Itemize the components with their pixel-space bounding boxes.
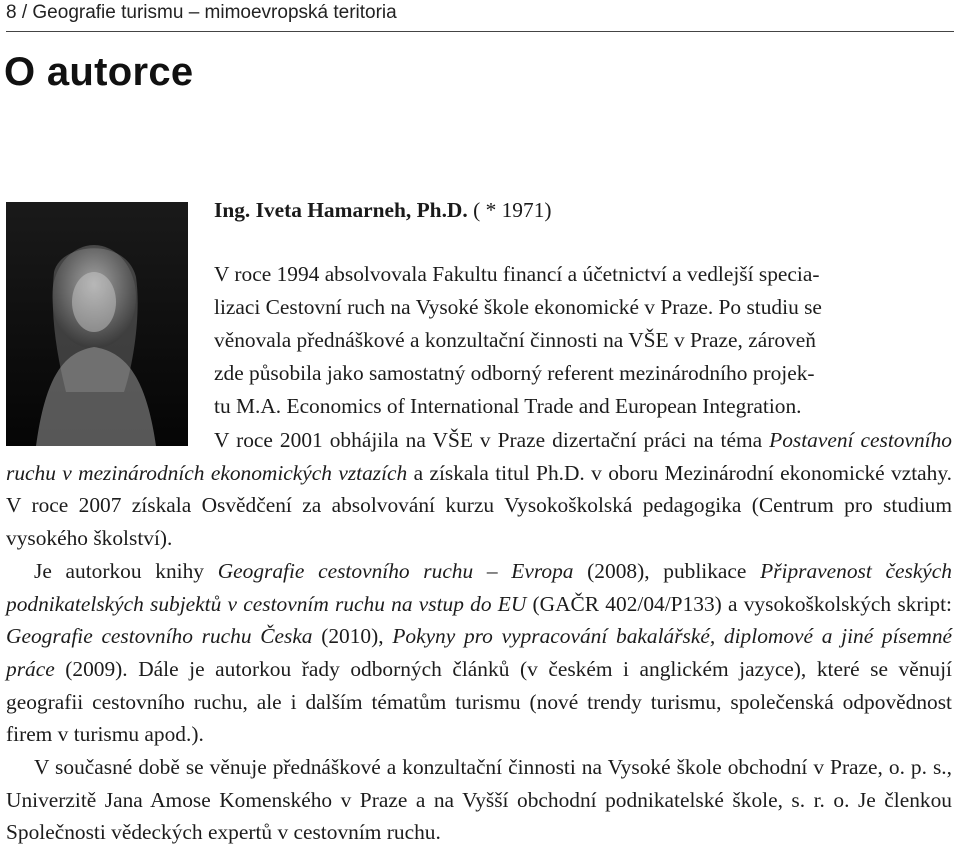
author-born: ( * 1971) xyxy=(473,198,552,222)
p1-line: tu M.A. Economics of International Trade and European Integration. xyxy=(214,394,802,418)
book-title-1: Geografie cestovního ruchu – Evropa xyxy=(217,558,574,583)
p1-line: lizaci Cestovní ruch na Vysoké škole ekonomické v Praze. Po studiu se xyxy=(214,295,822,319)
author-name: Ing. Iveta Hamarneh, Ph.D. xyxy=(214,198,468,222)
paragraph-3: Je autorkou knihy Geografie cestovního ruchu – Evropa (2008), publikace Připravenost českých podnikatelských subjektů v cestovním ruchu na vstup do EU (GAČR 402/04/P133) a vysokoškolských skript: Geografie cestovního ruchu Česka (2010), Pokyny pro vypracování bakalářské, diplomové a jiné písemné práce (2009). Dále je autorkou řady odborných článků (v českém i anglickém jazyce), které se věnují geografii cestovního ruchu, ale i dalším tématům turismu (nové trendy turismu, společenská odpovědnost firem v turismu apod.). xyxy=(6,558,953,747)
book-title-3: Geografie cestovního ruchu Česka xyxy=(6,624,313,649)
author-line xyxy=(214,198,959,223)
page-title: O autorce xyxy=(4,50,194,94)
book-title-2: Připravenost českých podnikatelských subjektů v cestovním ruchu na vstup do EU xyxy=(6,558,952,616)
paragraph-2: V roce 2001 obhájila na VŠE v Praze dizertační práci na téma Postavení cestovního ruchu v mezinárodních ekonomických vztazích a získala titul Ph.D. v oboru Mezinárodní ekonomické vztahy. V roce 2007 získala Osvědčení za absolvování kurzu Vysokoškolská pedagogika (Centrum pro studium vysokého školství). xyxy=(6,428,952,551)
p1-line: věnovala přednáškové a konzultační činnosti na VŠE v Praze, zároveň xyxy=(214,328,816,352)
header-rule xyxy=(6,31,954,32)
book-title-4: Pokyny pro vypracování bakalářské, diplomové a jiné písemné práce xyxy=(6,624,953,681)
thesis-title: Postavení cestovního ruchu v mezinárodních ekonomických vztazích xyxy=(6,428,952,485)
author-portrait-photo xyxy=(6,202,188,446)
paragraph-4: V současné době se věnuje přednáškové a konzultační činnosti na Vysoké škole obchodní v Praze, o. p. s., Univerzitě Jana Amose Komenského v Praze a na Vyšší obchodní podnikatelské škole, s. r. o. Je členkou Společnosti vědeckých expertů v cestovním ruchu. xyxy=(6,755,952,845)
p1-line: V roce 1994 absolvovala Fakultu financí a účetnictví a vedlejší specia- xyxy=(214,262,820,286)
running-header: 8 / Geografie turismu – mimoevropská teritoria xyxy=(6,2,397,23)
p1-line: zde působila jako samostatný odborný referent mezinárodního projek- xyxy=(214,361,815,385)
